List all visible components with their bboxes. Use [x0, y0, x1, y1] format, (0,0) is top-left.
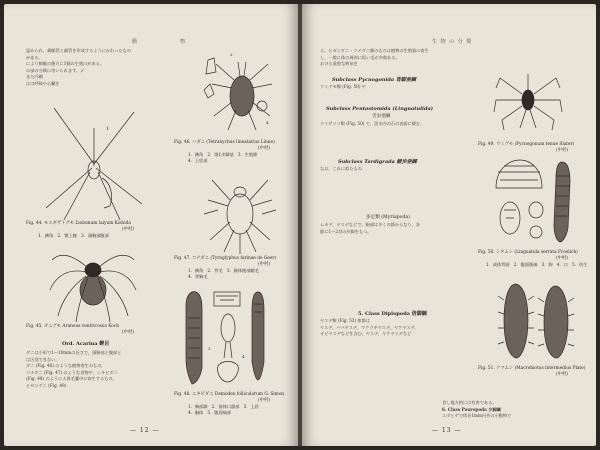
page-number-left: — 12 —: [130, 427, 160, 434]
fig47-parts-2: 4．背胸毛: [188, 274, 208, 279]
text-line: 食し地方的には有害である。: [442, 400, 497, 405]
acarina-text: [26, 350, 158, 390]
text-line: ダニ (Fig. 46) のような植物寄生のもの，: [26, 363, 106, 369]
tongue-worm-illustration: [490, 158, 580, 244]
page-number-right: — 13 —: [432, 427, 462, 434]
text-line: 認められ，網脈管と細管を形成するようにかわったもの: [26, 48, 131, 53]
svg-text:2: 2: [230, 52, 233, 57]
pentastomida-text: [320, 121, 456, 128]
follicle-mite-illustration: [182, 288, 278, 388]
text-line: ヒゼンダニ (Fig. 49): [26, 382, 67, 388]
fig48-parts-2: 4．胴体 5．腹面端部: [188, 410, 232, 415]
running-head: 生 物 の 分 類: [432, 39, 473, 45]
fig46-parts-2: 4．上唇部: [188, 158, 208, 163]
body-text-top: [26, 48, 158, 88]
flour-mite-illustration: [200, 170, 280, 254]
myriapoda-heading: 多足類 (Myriapoda): [366, 215, 410, 220]
body-text-top: [320, 48, 456, 68]
open-book: [4, 4, 596, 446]
text-line: (Fig. 48) のように人体毛嚢中に寄生するもの，: [26, 376, 117, 382]
fig44-attribution: (中村): [122, 227, 134, 232]
fig48-attribution: (中村): [258, 398, 270, 403]
subclass-name: Subclass Pycnogonida: [332, 77, 395, 83]
text-line: おける重要な病気を: [320, 61, 358, 67]
text-line: により肺脈の後方に1個の生殖口がある。: [26, 61, 105, 67]
svg-text:1: 1: [106, 126, 110, 132]
svg-text:3: 3: [208, 346, 211, 351]
fig46-caption: Fig. 46. ハダニ (Tetranychus lineatarius Linne): [174, 140, 275, 145]
text-line: ムカデ，ヤスデなどで，胴部は多くの節からなり，各: [320, 222, 420, 227]
text-line: なお，これに似たもの: [320, 166, 362, 171]
fig50-parts: 1．成体背面 2．腹面後端 3．鉤 4．口 5．幼生: [486, 262, 588, 267]
text-line: ウミサソリ類 (Fig. 50) で，淡水内の石の表面に棲む。: [320, 121, 425, 126]
fig47-parts-1: 1．鋏角 2．背毛 3．胴体後部鰓毛: [188, 268, 259, 273]
svg-text:4: 4: [266, 120, 269, 125]
fig47-attribution: (中村): [258, 262, 270, 267]
harvestman-illustration: [44, 108, 144, 220]
text-line: 節に1〜2対の歩脚をもつ。: [320, 228, 372, 234]
fig48-caption: Fig. 48. ニキビダニ Demodex folliculorum G. Simon: [174, 392, 285, 397]
running-head-right: 物: [180, 39, 187, 45]
text-line: オビヤスデなどを含む。ヤスデ，ヤケヤスデなど: [320, 331, 412, 337]
svg-text:4: 4: [242, 354, 245, 359]
fig49-caption: Fig. 49. ウミグモ (Pycnogonum tenue Slater): [478, 142, 575, 147]
text-line: エダヒゲで体長1mm内外の小動物で: [442, 413, 512, 419]
subclass-pycnogonida-heading: [332, 76, 416, 83]
orb-weaver-illustration: [48, 246, 138, 322]
running-head-left: 動: [132, 39, 139, 45]
tardigrada-text: [320, 166, 456, 173]
text-line: ヤスデ類 (Fig. 53) 体節は: [320, 318, 370, 323]
subclass-name: Subclass Pentastomida (Linguatulida): [326, 106, 434, 112]
text-line: ヤスデ，ババヤスデ，マクラギヤスデ，ヤケヤスデ，: [320, 324, 419, 330]
subclass-tardigrada-heading: [338, 158, 417, 165]
right-page: [302, 4, 596, 446]
subclass-pentastomida-heading: [326, 106, 433, 112]
fig47-caption: Fig. 47. コナダニ (Tyroglyphus farinae de Geer): [174, 256, 277, 261]
text-line: ウミグモ類 (Fig. 50) や: [320, 84, 366, 89]
text-line: は区別できない。: [26, 356, 60, 362]
subclass-name: Subclass Tardigrada: [338, 159, 395, 165]
fig49-attribution: (中村): [556, 148, 568, 153]
subclass-pentastomida-ja: 舌虫亜綱: [372, 114, 391, 119]
text-line: がある。: [26, 54, 43, 60]
fig45-caption: Fig. 45. オニグモ Araneus ventricosus Koch: [26, 324, 120, 329]
subclass-ja: 皆脚亜綱: [395, 77, 416, 83]
order-acarina-heading: Ord. Acarina 蜱目: [62, 341, 110, 347]
fig45-attribution: (中村): [122, 330, 134, 335]
body-text-bottom: [442, 400, 592, 420]
text-line: の部の分類に用いられます。〆: [26, 67, 85, 73]
fig46-attribution: (中村): [258, 146, 270, 151]
sea-spider-illustration: [492, 68, 564, 132]
fig44-caption: Fig. 44. モエギザトグモ Liobunum laiyum Kishida: [26, 221, 131, 226]
pycnogonida-text: [320, 84, 456, 91]
myriapoda-text: [320, 222, 456, 235]
text-line: ダニは小形で1〜10mmの長さで，頭胸部と腹部と: [26, 350, 122, 355]
fig51-caption: Fig. 51. クマムシ (Macrobiotus intermedius Plate): [478, 366, 586, 371]
text-line: また円網: [26, 74, 43, 80]
fig50-attribution: (中村): [556, 256, 568, 261]
spider-mite-illustration: [200, 50, 280, 134]
subclass-ja: 緩歩亜綱: [396, 159, 417, 165]
fig51-attribution: (中村): [556, 372, 568, 377]
text-line: はは呼吸や心臓を: [26, 80, 60, 86]
left-page: [4, 4, 298, 446]
class-diplopoda-heading: 5. Class Diplopoda 倍脚綱: [358, 311, 427, 317]
diplopoda-text: [320, 318, 456, 338]
tardigrade-illustration: [498, 280, 578, 362]
text-line: る，ヒゼンダニ・ツメダニ類のものは植物の生殖器に寄生: [320, 48, 429, 53]
fig44-parts: 1．鋏角 2．顎上腕 3．頭胸部腹部: [38, 233, 109, 238]
fig48-parts-1: 1．胸部脚 2．前体口器部 3．上唇: [188, 404, 259, 409]
text-line: し，一般に体の周囲に短い毛が多数ある。: [320, 54, 400, 60]
class-pauropoda-heading: 6. Class Pauropoda 少脚綱: [442, 406, 501, 412]
fig46-parts-1: 1．鋏角 2．第1歩脚基 3．生殖節: [188, 152, 258, 157]
fig50-caption: Fig. 50. シタムシ (Linguatula serrata Froelich): [478, 250, 578, 255]
text-line: コナダニ (Fig. 47) のような食物や，ニキビダニ: [26, 369, 118, 375]
